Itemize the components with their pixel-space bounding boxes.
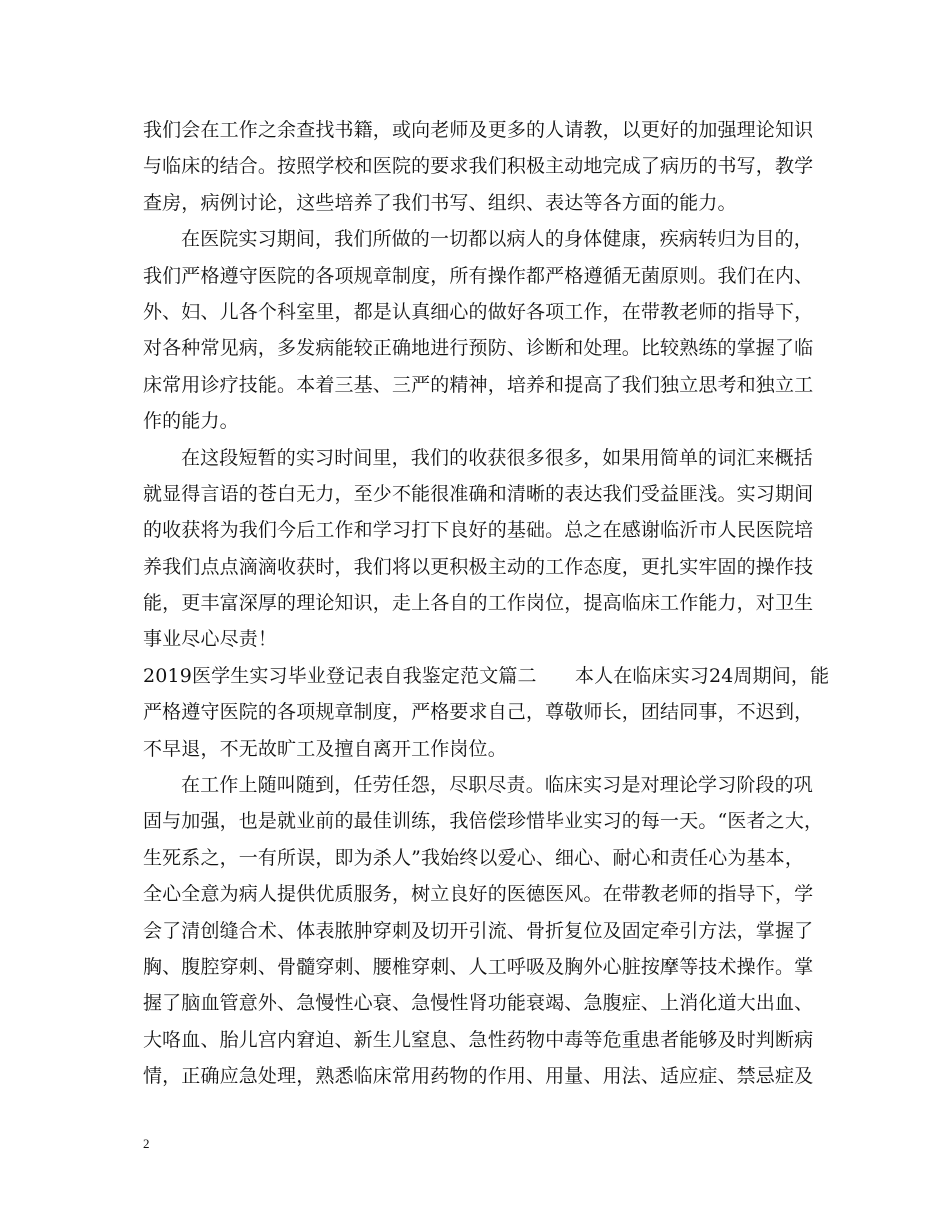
text-line: 床常用诊疗技能。本着三基、三严的精神，培养和提高了我们独立思考和独立工: [143, 373, 814, 396]
body-text: [143, 112, 830, 1095]
text-line: 胸、腹腔穿刺、骨髓穿刺、腰椎穿刺、人工呼吸及胸外心脏按摩等技术操作。掌: [143, 955, 814, 978]
text-line: 生死系之，一有所误，即为杀人”我始终以爱心、细心、耐心和责任心为基本，: [143, 846, 804, 869]
text-line: 查房，病例讨论，这些培养了我们书写、组织、表达等各方面的能力。: [143, 191, 737, 214]
text-line: 外、妇、儿各个科室里，都是认真细心的做好各项工作，在带教老师的指导下，: [143, 300, 814, 323]
text-line: 就显得言语的苍白无力，至少不能很准确和清晰的表达我们受益匪浅。实习期间: [143, 482, 814, 505]
text-line: 严格遵守医院的各项规章制度，严格要求自己，尊敬师长，团结同事，不迟到，: [143, 701, 814, 724]
text-line: 会了清创缝合术、体表脓肿穿刺及切开引流、骨折复位及固定牵引方法，掌握了: [143, 919, 814, 942]
text-line: 全心全意为病人提供优质服务，树立良好的医德医风。在带教老师的指导下，学: [143, 883, 814, 906]
text-line: 与临床的结合。按照学校和医院的要求我们积极主动地完成了病历的书写，教学: [143, 155, 814, 178]
text-line: 的收获将为我们今后工作和学习打下良好的基础。总之在感谢临沂市人民医院培: [143, 519, 814, 542]
text-line: 情，正确应急处理，熟悉临床常用药物的作用、用量、用法、适应症、禁忌症及: [143, 1065, 814, 1088]
text-line: 能，更丰富深厚的理论知识，走上各自的工作岗位，提高临床工作能力，对卫生: [143, 592, 814, 615]
text-line: 大咯血、胎儿宫内窘迫、新生儿窒息、急性药物中毒等危重患者能够及时判断病: [143, 1028, 814, 1051]
section-heading-line: 2019医学生实习毕业登记表自我鉴定范文篇二 本人在临床实习24周期间，能: [143, 664, 830, 687]
paragraph-start-line: 在工作上随叫随到，任劳任怨，尽职尽责。临床实习是对理论学习阶段的巩: [181, 774, 813, 797]
page-number: 2: [143, 1136, 150, 1151]
text-line: 不早退，不无故旷工及擅自离开工作岗位。: [143, 737, 507, 760]
text-line: 作的能力。: [143, 410, 239, 433]
text-line: 固与加强，也是就业前的最佳训练，我倍偿珍惜毕业实习的每一天。“医者之大，: [143, 810, 824, 833]
paragraph-start-line: 在这段短暂的实习时间里，我们的收获很多很多，如果用简单的词汇来概括: [181, 446, 813, 469]
text-line: 事业尽心尽责！: [143, 628, 278, 651]
text-line: 我们严格遵守医院的各项规章制度，所有操作都严格遵循无菌原则。我们在内、: [143, 264, 814, 287]
paragraph-start-line: 在医院实习期间，我们所做的一切都以病人的身体健康，疾病转归为目的，: [181, 228, 813, 251]
text-line: 养我们点点滴滴收获时，我们将以更积极主动的工作态度，更扎实牢固的操作技: [143, 555, 814, 578]
text-line: 对各种常见病，多发病能较正确地进行预防、诊断和处理。比较熟练的掌握了临: [143, 337, 814, 360]
text-line: 我们会在工作之余查找书籍，或向老师及更多的人请教，以更好的加强理论知识: [143, 119, 814, 141]
text-line: 握了脑血管意外、急慢性心衰、急慢性肾功能衰竭、急腹症、上消化道大出血、: [143, 992, 814, 1015]
